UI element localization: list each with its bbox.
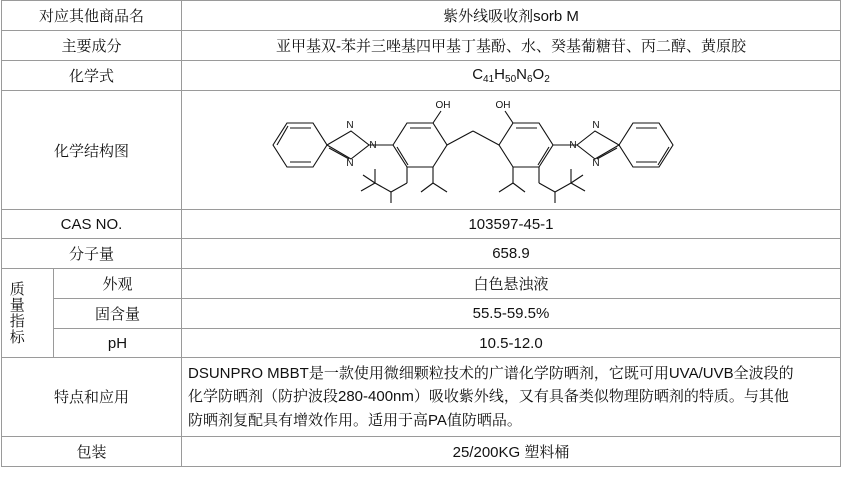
row-value-structure [182,91,841,210]
row-value-features [182,358,841,437]
row-label-solid-content: 固含量 [54,299,182,329]
formula-o-count: 2 [544,73,550,85]
structure-label-n-bot-left: N [346,158,354,169]
formula-n-count: 6 [526,73,533,85]
features-line-1: DSUNPRO MBBT是一款使用微细颗粒技术的广谱化学防晒剂，它既可用UVA/UVB全波段的 [188,365,794,382]
structure-label-oh-left: OH [435,100,451,111]
row-label-ph: pH [54,329,182,358]
features-line-3: 防晒剂复配具有增效作用。适用于高PA值防晒品。 [188,411,522,429]
row-label-molecular-weight: 分子量 [2,239,182,269]
table-row [2,91,841,210]
formula-c-count: 41 [483,73,495,85]
table-row [2,269,841,299]
row-value-main-ingredients: 亚甲基双-苯并三唑基四甲基丁基酚、水、癸基葡糖苷、丙二醇、黄原胶 [182,31,841,61]
row-label-packaging: 包装 [2,436,182,466]
row-value-cas-no: 103597-45-1 [182,210,841,239]
structure-svg [251,95,771,205]
row-value-appearance: 白色悬浊液 [182,269,841,299]
product-spec-table [1,0,841,467]
table-row [2,436,841,466]
row-label-alt-name: 对应其他商品名 [2,1,182,31]
formula-o: O [532,66,545,84]
formula-n: N [516,66,527,84]
table-row [2,358,841,437]
row-value-chemical-formula [182,61,841,91]
structure-label-n-top-left: N [346,120,354,131]
formula-c: C [472,66,484,84]
table-row [2,210,841,239]
row-value-ph: 10.5-12.0 [182,329,841,358]
row-label-quality-indicators [2,269,54,358]
row-label-cas-no: CAS NO. [2,210,182,239]
chemical-structure-diagram [188,95,834,205]
table-row [2,31,841,61]
structure-label-n-bot-right: N [592,158,600,169]
quality-group-label: 质量指标 [7,281,25,345]
row-value-alt-name: 紫外线吸收剂sorb M [182,1,841,31]
row-label-features: 特点和应用 [2,358,182,437]
structure-label-n-mid-left: N [369,140,377,151]
structure-label-oh-right: OH [495,100,511,111]
row-label-main-ingredients: 主要成分 [2,31,182,61]
features-line-2: 化学防晒剂（防护波段280-400nm）吸收紫外线，又有具备类似物理防晒剂的特质。与其他 [188,388,789,406]
row-label-structure: 化学结构图 [2,91,182,210]
row-value-solid-content: 55.5-59.5% [182,299,841,329]
formula-h: H [494,66,506,84]
table-row [2,61,841,91]
row-value-molecular-weight: 658.9 [182,239,841,269]
table-row [2,299,841,329]
structure-label-n-mid-right: N [569,140,577,151]
row-label-chemical-formula: 化学式 [2,61,182,91]
table-row [2,1,841,31]
row-value-packaging: 25/200KG 塑料桶 [182,436,841,466]
table-row [2,329,841,358]
formula-h-count: 50 [505,73,517,85]
table-row [2,239,841,269]
structure-label-n-top-right: N [592,120,600,131]
row-label-appearance: 外观 [54,269,182,299]
